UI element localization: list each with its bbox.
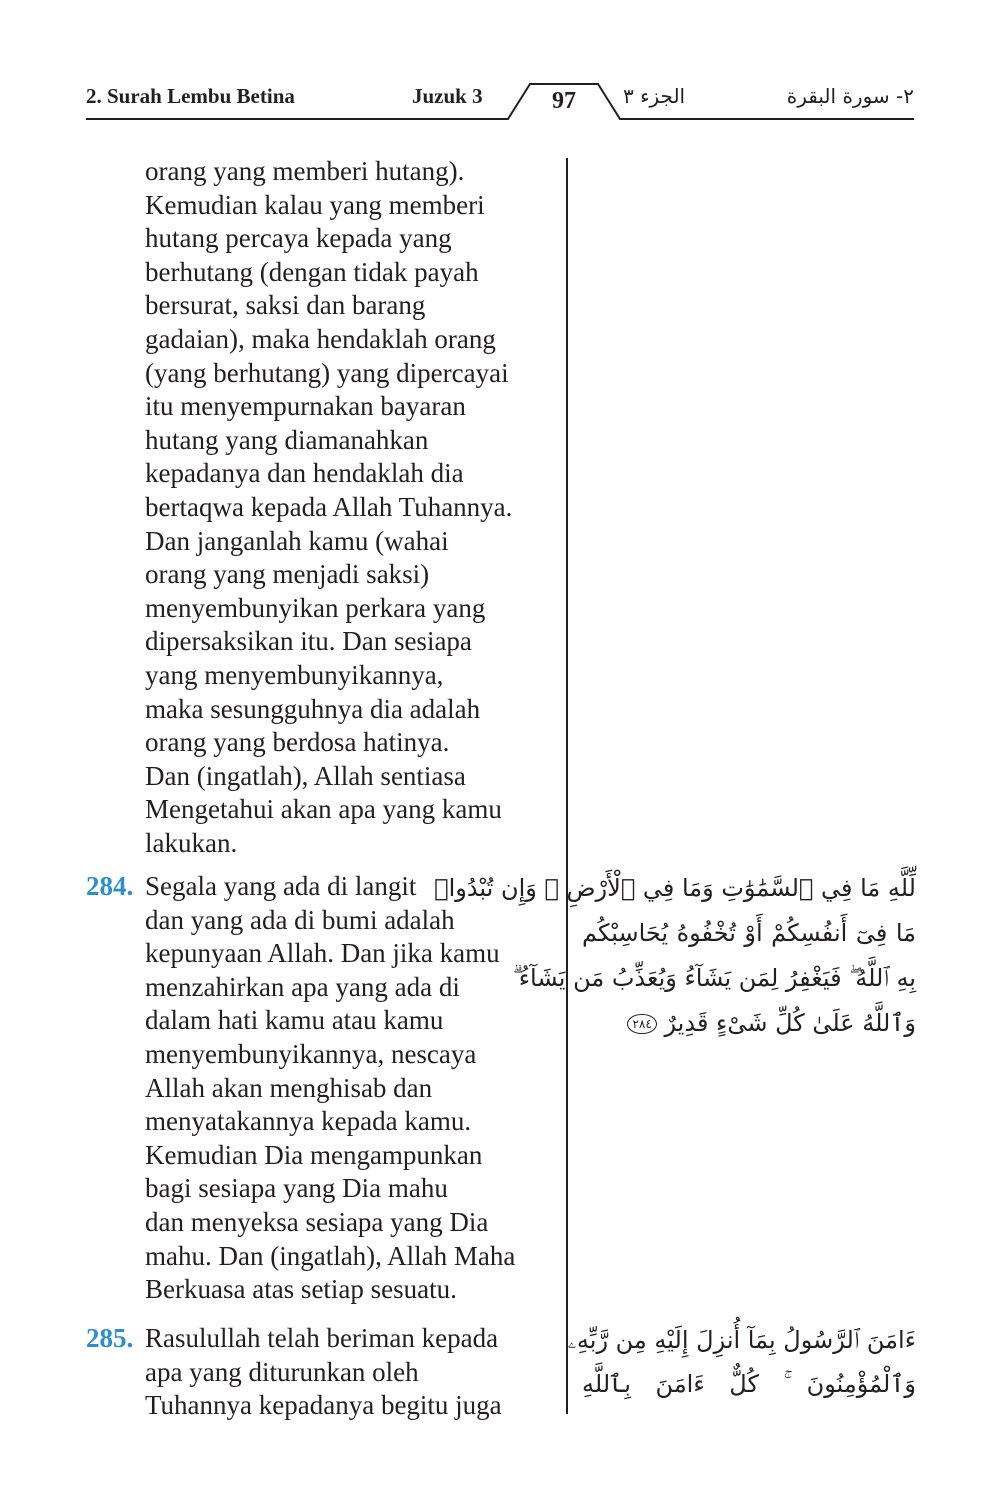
text-line: gadaian), maka hendaklah orang bbox=[145, 323, 496, 354]
text-line: menzahirkan apa yang ada di bbox=[145, 971, 460, 1002]
text-line: hutang percaya kepada yang bbox=[145, 223, 452, 254]
text-line: bersurat, saksi dan barang bbox=[145, 290, 426, 321]
text-line: hutang yang diamanahkan bbox=[145, 424, 429, 455]
header-rule bbox=[0, 0, 1000, 140]
verse-number: 284. bbox=[86, 871, 134, 901]
text-line: kepunyaan Allah. Dan jika kamu bbox=[145, 938, 500, 969]
text-line: orang yang menjadi saksi) bbox=[145, 559, 430, 590]
text-line: Mengetahui akan apa yang kamu bbox=[145, 794, 502, 825]
text-line: dipersaksikan itu. Dan sesiapa bbox=[145, 626, 472, 657]
text-line: berhutang (dengan tidak payah bbox=[145, 256, 479, 287]
text-line: Segala yang ada di langit bbox=[145, 871, 417, 901]
arabic-line: بِهِ ٱللَّهُ ۖ فَيَغْفِرُ لِمَن يَشَآءُ وَيُعَذِّبُ مَن يَشَآءُ ۗ bbox=[512, 964, 916, 992]
text-line: Allah akan menghisab dan bbox=[145, 1072, 433, 1103]
header-surah-title: 2. Surah Lembu Betina bbox=[86, 84, 295, 108]
text-line: menyembunyikannya, nescaya bbox=[145, 1038, 477, 1069]
text-line: Rasulullah telah beriman kepada bbox=[145, 1323, 499, 1353]
arabic-line bbox=[582, 1001, 916, 1046]
text-line: lakukan. bbox=[145, 827, 238, 858]
text-line: menyatakannya kepada kamu. bbox=[145, 1106, 472, 1137]
header-juz-arabic: الجزء ٣ bbox=[623, 84, 686, 108]
arabic-line: ءَامَنَ ٱلرَّسُولُ بِمَآ أُنزِلَ إِلَيْهِ مِن رَّبِّهِۦ bbox=[567, 1326, 916, 1354]
text-line: yang menyembunyikannya, bbox=[145, 659, 444, 690]
text-line: mahu. Dan (ingatlah), Allah Maha bbox=[145, 1240, 516, 1271]
verse-translation bbox=[145, 1322, 502, 1423]
text-line: bertaqwa kepada Allah Tuhannya. bbox=[145, 491, 513, 522]
arabic-line: لِّلَّهِ مَا فِي ٱلسَّمَٰوَٰتِ وَمَا فِي ٱلْأَرْضِ ۗ وَإِن تُبْدُوا۟ bbox=[434, 874, 916, 902]
text-line: kepadanya dan hendaklah dia bbox=[145, 458, 464, 489]
continuation-paragraph bbox=[145, 155, 512, 860]
text-line: Berkuasa atas setiap sesuatu. bbox=[145, 1274, 457, 1305]
text-line: menyembunyikan perkara yang bbox=[145, 592, 486, 623]
verse-end-marker: ٢٨٤ bbox=[627, 1014, 656, 1034]
text-line: maka sesungguhnya dia adalah bbox=[145, 693, 481, 724]
page-number: 97 bbox=[552, 88, 576, 114]
arabic-verse bbox=[434, 866, 916, 1046]
text-line: dan menyeksa sesiapa yang Dia bbox=[145, 1206, 489, 1237]
text-line: (yang berhutang) yang dipercayai bbox=[145, 357, 509, 388]
arabic-verse bbox=[567, 1318, 916, 1406]
text-line: dan yang ada di bumi adalah bbox=[145, 904, 455, 935]
text-line: Kemudian kalau yang memberi bbox=[145, 189, 485, 220]
verse-translation bbox=[145, 870, 515, 1307]
text-line: Tuhannya kepadanya begitu juga bbox=[145, 1390, 502, 1421]
text-line: dalam hati kamu atau kamu bbox=[145, 1005, 444, 1036]
verse-number: 285. bbox=[86, 1323, 134, 1353]
text-line: Dan janganlah kamu (wahai bbox=[145, 525, 449, 556]
arabic-text: وَٱللَّهُ عَلَىٰ كُلِّ شَىْءٍ قَدِيرٌ bbox=[664, 1009, 916, 1037]
arabic-line: وَٱلْمُؤْمِنُونَ ۚ كُلٌّ ءَامَنَ بِٱللَّهِ bbox=[582, 1370, 916, 1398]
text-line: Dan (ingatlah), Allah sentiasa bbox=[145, 760, 466, 791]
text-line: Kemudian Dia mengampunkan bbox=[145, 1139, 483, 1170]
text-line: itu menyempurnakan bayaran bbox=[145, 391, 466, 422]
text-line: orang yang memberi hutang). bbox=[145, 156, 465, 186]
text-line: apa yang diturunkan oleh bbox=[145, 1356, 419, 1387]
text-line: bagi sesiapa yang Dia mahu bbox=[145, 1173, 448, 1204]
header-juzuk: Juzuk 3 bbox=[412, 84, 483, 108]
text-line: orang yang berdosa hatinya. bbox=[145, 727, 450, 758]
arabic-line: مَا فِىٓ أَنفُسِكُمْ أَوْ تُخْفُوهُ يُحَاسِبْكُم bbox=[582, 919, 916, 947]
column-divider bbox=[566, 158, 568, 1414]
header-surah-arabic: ٢- سورة البقرة bbox=[786, 84, 914, 108]
